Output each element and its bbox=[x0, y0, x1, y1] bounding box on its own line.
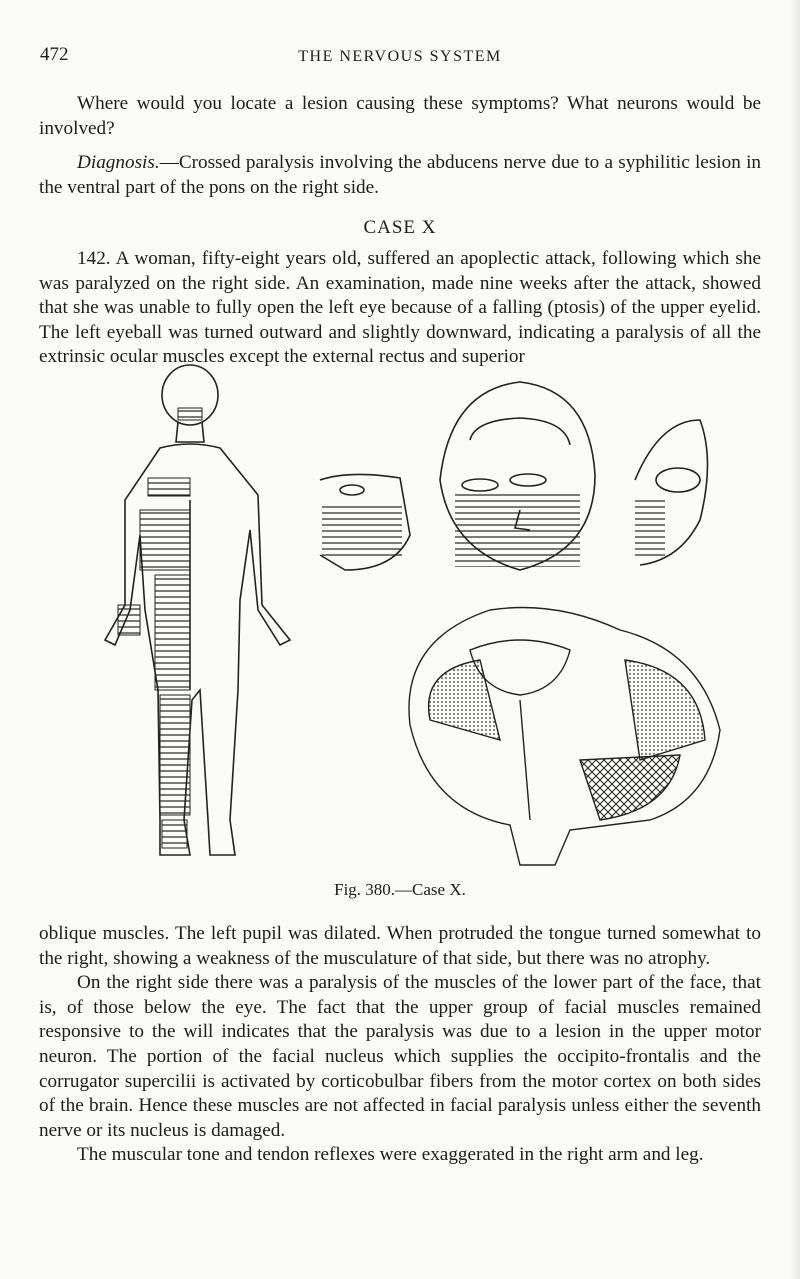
brainstem-section bbox=[409, 608, 720, 866]
figure-380 bbox=[100, 360, 730, 872]
page-number: 472 bbox=[40, 44, 69, 65]
paragraph-facial: On the right side there was a paralysis of the muscles of the lower part of the face, that is, of those below the eye. The fact that the upper group of facial muscles remained responsive to the will indicates that the paralysis was due to a lesion in the upper motor neuron. The portion of the facial nucleus which supplies the occipito-frontalis and the corrugator supercilii is activated by corticobulbar fibers from the motor cortex on both sides of the brain. Hence these muscles are not affected in facial paralysis unless either the seventh nerve or its nucleus is damaged. bbox=[39, 972, 761, 1141]
case-title: CASE X bbox=[363, 217, 437, 239]
face-profile-left bbox=[320, 474, 410, 570]
diagnosis-text: —Crossed paralysis involving the abducens nerve due to a syphilitic lesion in the ventral part of the pons on the right side. bbox=[39, 152, 761, 198]
case-paragraph: 142. A woman, fifty-eight years old, suffered an apoplectic attack, following which she was paralyzed on the right side. An examination, made nine weeks after the attack, showed that she was unable to fully open the left eye because of a falling (ptosis) of the upper eyelid. The left eyeball was turned outward and slightly downward, indicating a paralysis of all the extrinsic ocular muscles except the external rectus and superior bbox=[39, 247, 761, 368]
paragraph-continued: oblique muscles. The left pupil was dilated. When protruded the tongue turned somewhat to the right, showing a weakness of the musculature of that side, but there was no atrophy. bbox=[39, 923, 761, 969]
top-text-block bbox=[39, 92, 761, 370]
body-hatching bbox=[118, 408, 202, 848]
figure-caption: Fig. 380.—Case X. bbox=[334, 880, 466, 899]
scan-edge-shadow bbox=[790, 0, 800, 1279]
face-front bbox=[440, 382, 595, 570]
question-paragraph: Where would you locate a lesion causing these symptoms? What neurons would be involved? bbox=[39, 93, 761, 139]
face-profile-right bbox=[635, 420, 708, 565]
paragraph-reflexes: The muscular tone and tendon reflexes were exaggerated in the right arm and leg. bbox=[77, 1144, 704, 1166]
figure-illustration bbox=[100, 360, 730, 872]
running-head: THE NERVOUS SYSTEM bbox=[298, 48, 502, 65]
diagnosis-label: Diagnosis. bbox=[77, 152, 160, 174]
bottom-text-block bbox=[39, 922, 761, 1168]
page-header bbox=[40, 38, 760, 68]
diagnosis-paragraph bbox=[39, 151, 761, 200]
